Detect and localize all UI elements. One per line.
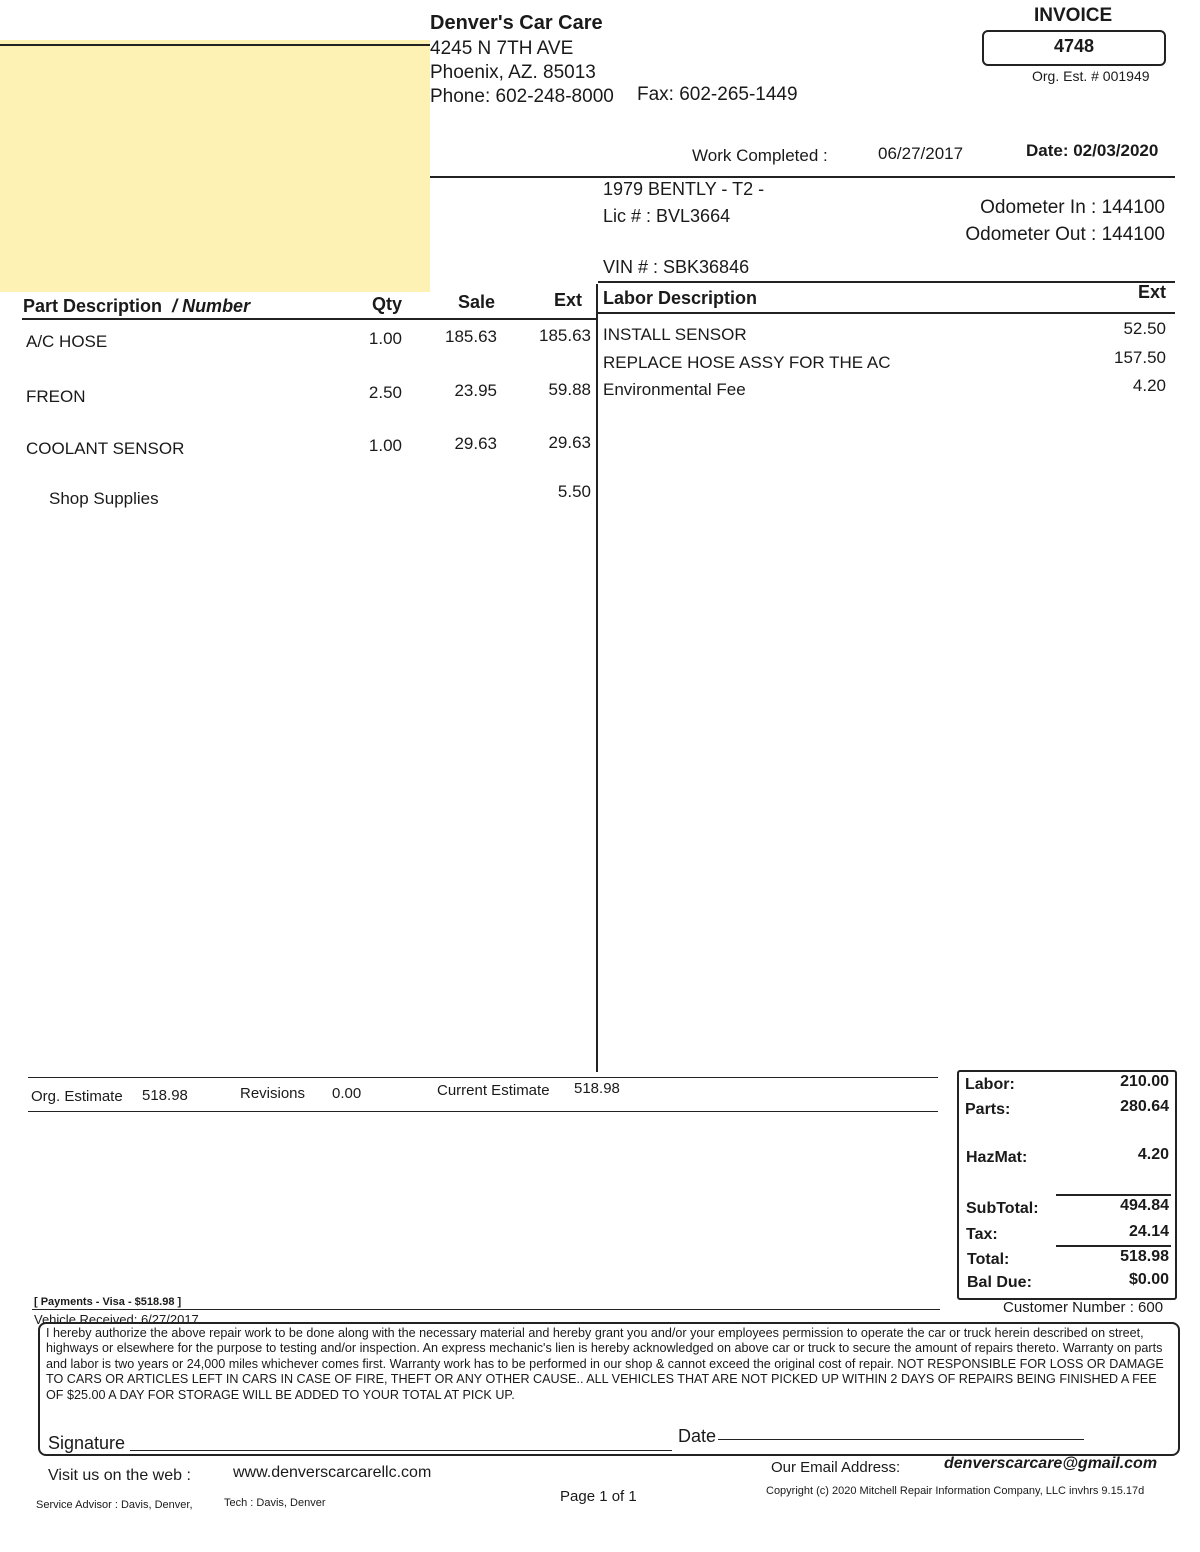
labor-header-rule	[598, 312, 1175, 314]
labor-ext: 52.50	[1123, 319, 1166, 338]
part-sale: 185.63	[445, 327, 497, 346]
parts-header-description	[23, 296, 250, 317]
vehicle-license: Lic # : BVL3664	[603, 206, 731, 226]
org-est-number: Org. Est. # 001949	[1032, 68, 1150, 84]
invoice-date: Date: 02/03/2020	[1026, 141, 1159, 160]
invoice-number: 4748	[1053, 36, 1095, 56]
vin-rule	[598, 281, 1175, 283]
odometer-in: Odometer In : 144100	[980, 197, 1165, 218]
labor-ext: 157.50	[1114, 348, 1166, 367]
hazmat-label: HazMat:	[966, 1149, 1028, 1166]
odometer-out: Odometer Out : 144100	[965, 224, 1165, 245]
work-completed-label: Work Completed :	[692, 146, 828, 165]
signature-label: Signature	[48, 1433, 126, 1453]
shop-fax: Fax: 602-265-1449	[637, 84, 798, 105]
total-label: Total:	[967, 1251, 1010, 1268]
column-divider	[596, 284, 598, 1072]
org-estimate-label: Org. Estimate	[31, 1088, 123, 1105]
revisions-value: 0.00	[332, 1085, 362, 1102]
parts-total-value: 280.64	[1120, 1098, 1169, 1115]
part-description: COOLANT SENSOR	[26, 439, 185, 458]
vehicle-vin: VIN # : SBK36846	[603, 257, 750, 277]
labor-description: Environmental Fee	[603, 380, 746, 399]
service-advisor: Service Advisor : Davis, Denver,	[36, 1499, 193, 1511]
part-sale: 29.63	[454, 434, 497, 453]
hazmat-value: 4.20	[1137, 1146, 1169, 1163]
payments-line: [ Payments - Visa - $518.98 ]	[34, 1296, 182, 1308]
tax-label: Tax:	[966, 1226, 998, 1243]
page-number: Page 1 of 1	[560, 1488, 637, 1505]
email-link[interactable]: denverscarcare@gmail.com	[944, 1455, 1158, 1472]
parts-header-qty: Qty	[372, 294, 403, 314]
signature-line	[130, 1450, 672, 1451]
subtotal-label: SubTotal:	[966, 1200, 1039, 1217]
part-description: FREON	[26, 387, 86, 406]
shop-phone: Phone: 602-248-8000	[430, 86, 614, 107]
payments-rule	[32, 1309, 940, 1310]
parts-header-desc-label: Part Description	[23, 296, 163, 316]
labor-header-description: Labor Description	[603, 288, 758, 308]
part-ext: 185.63	[539, 326, 591, 345]
invoice-title: INVOICE	[1034, 5, 1113, 26]
copyright: Copyright (c) 2020 Mitchell Repair Information Company, LLC invhrs 9.15.17d	[766, 1485, 1145, 1497]
part-description: A/C HOSE	[26, 332, 108, 351]
part-qty: 1.00	[368, 329, 402, 348]
balance-due-value: $0.00	[1128, 1271, 1169, 1288]
email-label: Our Email Address:	[771, 1459, 901, 1476]
part-qty: 2.50	[368, 383, 402, 402]
labor-description: REPLACE HOSE ASSY FOR THE AC	[603, 353, 891, 372]
tech: Tech : Davis, Denver	[224, 1497, 326, 1509]
total-rule	[1056, 1245, 1171, 1247]
header-rule-left	[0, 44, 430, 46]
date-line	[718, 1439, 1084, 1440]
estimates-rule-top	[28, 1077, 938, 1078]
labor-header-ext: Ext	[1137, 282, 1166, 302]
part-qty: 1.00	[368, 436, 402, 455]
terms-text: I hereby authorize the above repair work to be done along with the necessary material and hereby grant you and/or your employees permission to operate the car or truck herein described on street, highways or elsewhere for the purpose to testing and/or inspection. An express mechanic's lien is hereby acknowledged on above car or truck to secure the amount of repairs thereto. Warranty on parts and labor is two years or 24,000 miles whichever comes first. Warranty work has to be performed in our shop & cannot exceed the original cost of repair. NOT RESPONSIBLE FOR LOSS OR DAMAGE TO CARS OR ARTICLES LEFT IN CARS IN CASE OF FIRE, THEFT OR ANY OTHER CAUSE.. ALL VEHICLES THAT ARE NOT PICKED UP WITHIN 2 DAYS OF REPAIRS BEING FINISHED A FEE OF $25.00 A DAY FOR STORAGE WILL BE ADDED TO YOUR TOTAL AT PICK UP.	[46, 1326, 1164, 1402]
revisions-label: Revisions	[240, 1085, 306, 1102]
web-link[interactable]: www.denverscarcarellc.com	[233, 1464, 432, 1481]
header-rule	[430, 176, 1175, 178]
vehicle-received: Vehicle Received: 6/27/2017	[34, 1312, 199, 1327]
tax-value: 24.14	[1128, 1223, 1169, 1240]
redacted-customer-block	[0, 40, 430, 292]
labor-description: INSTALL SENSOR	[603, 325, 747, 344]
labor-total-label: Labor:	[965, 1076, 1015, 1093]
vehicle-description: 1979 BENTLY - T2 -	[603, 179, 765, 199]
shop-name: Denver's Car Care	[430, 12, 603, 34]
labor-total-value: 210.00	[1120, 1073, 1169, 1090]
part-ext: 5.50	[557, 482, 591, 501]
total-value: 518.98	[1120, 1248, 1169, 1265]
part-ext: 59.88	[548, 380, 591, 399]
org-estimate-value: 518.98	[142, 1087, 188, 1104]
web-label: Visit us on the web :	[48, 1467, 191, 1484]
parts-header-sale: Sale	[458, 292, 496, 312]
shop-city: Phoenix, AZ. 85013	[430, 62, 596, 83]
part-ext: 29.63	[548, 433, 591, 452]
estimates-rule-bottom	[28, 1111, 938, 1112]
subtotal-rule	[1056, 1194, 1171, 1196]
subtotal-value: 494.84	[1120, 1197, 1169, 1214]
current-estimate-value: 518.98	[574, 1080, 620, 1097]
current-estimate-label: Current Estimate	[437, 1082, 550, 1099]
parts-header-number-label: / Number	[172, 296, 251, 316]
parts-header-ext: Ext	[554, 290, 583, 310]
parts-header-rule	[22, 318, 598, 320]
labor-ext: 4.20	[1132, 376, 1166, 395]
part-description: Shop Supplies	[49, 489, 159, 508]
date-label: Date	[678, 1426, 717, 1446]
parts-total-label: Parts:	[965, 1101, 1011, 1118]
shop-address: 4245 N 7TH AVE	[430, 38, 574, 59]
part-sale: 23.95	[454, 381, 497, 400]
work-completed-value: 06/27/2017	[878, 144, 964, 163]
balance-due-label: Bal Due:	[967, 1274, 1032, 1291]
customer-number: Customer Number : 600	[1003, 1299, 1164, 1316]
